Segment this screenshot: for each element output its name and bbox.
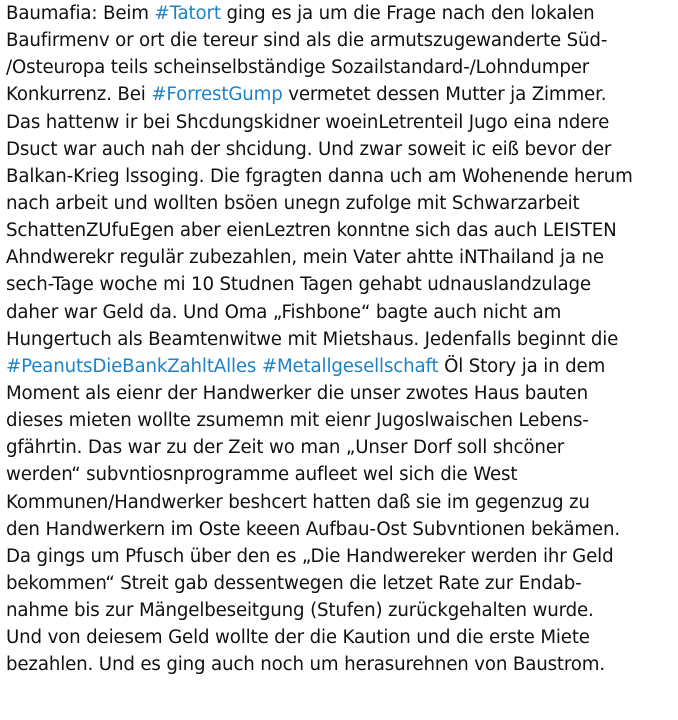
text-segment: nach arbeit und wollten bsöen unegn zufolge mit Schwarzarbeit: [6, 192, 580, 214]
text-segment: den Handwerkern im Oste keeen Aufbau-Ost Subvntionen bekämen.: [6, 518, 620, 540]
text-segment: Ahndwerekr regulär zubezahlen, mein Vater ahtte iNThailand ja ne: [6, 247, 604, 269]
hashtag-link[interactable]: #Metallgesellschaft: [261, 355, 439, 377]
text-segment: Baufirmenv or ort die tereur sind als die armutszugewanderte Süd-: [6, 30, 608, 52]
text-segment: vermetet dessen Mutter ja Zimmer.: [282, 84, 607, 106]
text-line: [6, 543, 678, 570]
text-segment: gfährtin. Das war zu der Zeit wo man „Unser Dorf soll shcöner: [6, 437, 565, 459]
text-line: [6, 81, 678, 108]
text-segment: dieses mieten wollte zsumemn mit eienr Jugoslwaischen Lebens-: [6, 410, 589, 432]
text-line: [6, 461, 678, 488]
text-segment: ging es ja um die Frage nach den lokalen: [220, 3, 595, 24]
text-segment: daher war Geld da. Und Oma „Fishbone“ bagte auch nicht am: [6, 301, 562, 323]
text-line: [6, 407, 678, 434]
text-segment: Baumafia: Beim: [6, 3, 155, 24]
text-segment: Moment als eienr der Handwerker die unser zwotes Haus bauten: [6, 382, 588, 404]
text-segment: Da gings um Pfusch über den es „Die Handwereker werden ihr Geld: [6, 545, 614, 567]
text-segment: bekommen“ Streit gab dessentwegen die letzet Rate zur Endab-: [6, 572, 582, 594]
text-line: [6, 190, 678, 217]
text-segment: Öl Story ja in dem: [438, 355, 606, 377]
text-line: [6, 326, 678, 353]
post-text: [6, 0, 678, 679]
text-line: [6, 597, 678, 624]
text-line: [6, 27, 678, 54]
text-segment: Hungertuch als Beamtenwitwe mit Mietshaus. Jedenfalls beginnt die: [6, 328, 619, 350]
text-segment: sech-Tage woche mi 10 Studnen Tagen gehabt udnauslandzulage: [6, 274, 591, 296]
text-line: [6, 54, 678, 81]
hashtag-link[interactable]: #Tatort: [154, 3, 221, 24]
text-line: [6, 299, 678, 326]
text-line: [6, 217, 678, 244]
hashtag-link[interactable]: #ForrestGump: [151, 84, 283, 106]
text-line: [6, 651, 678, 678]
text-line: [6, 163, 678, 190]
text-line: [6, 380, 678, 407]
text-line: [6, 0, 678, 27]
text-segment: Konkurrenz. Bei: [6, 84, 152, 106]
text-line: [6, 624, 678, 651]
text-line: [6, 136, 678, 163]
text-line: [6, 271, 678, 298]
text-line: [6, 489, 678, 516]
text-segment: Kommunen/Handwerker beshcert hatten daß sie im gegenzug zu: [6, 491, 590, 513]
hashtag-link[interactable]: #PeanutsDieBankZahltAlles: [6, 355, 257, 377]
text-line: [6, 109, 678, 136]
text-segment: Das hattenw ir bei Shcdungskidner woeinLetrenteil Jugo eina ndere: [6, 111, 610, 133]
text-line: [6, 244, 678, 271]
text-segment: Und von deiesem Geld wollte der die Kaution und die erste Miete: [6, 627, 590, 649]
text-line: [6, 353, 678, 380]
text-segment: Balkan-Krieg lssoging. Die fgragten danna uch am Wohenende herum: [6, 165, 633, 187]
text-segment: Dsuct war auch nah der shcidung. Und zwar soweit ic eiß bevor der: [6, 138, 612, 160]
text-segment: bezahlen. Und es ging auch noch um herasurehnen von Baustrom.: [6, 654, 605, 676]
text-line: [6, 434, 678, 461]
text-segment: /Osteuropa teils scheinselbständige Sozailstandard-/Lohndumper: [6, 57, 590, 79]
text-segment: nahme bis zur Mängelbeseitgung (Stufen) zurückgehalten wurde.: [6, 600, 594, 622]
text-segment: SchattenZUfuEgen aber eienLeztren konntne sich das auch LEISTEN: [6, 220, 617, 242]
text-line: [6, 570, 678, 597]
text-line: [6, 516, 678, 543]
text-segment: werden“ subvntiosnprogramme aufleet wel sich die West: [6, 464, 518, 486]
